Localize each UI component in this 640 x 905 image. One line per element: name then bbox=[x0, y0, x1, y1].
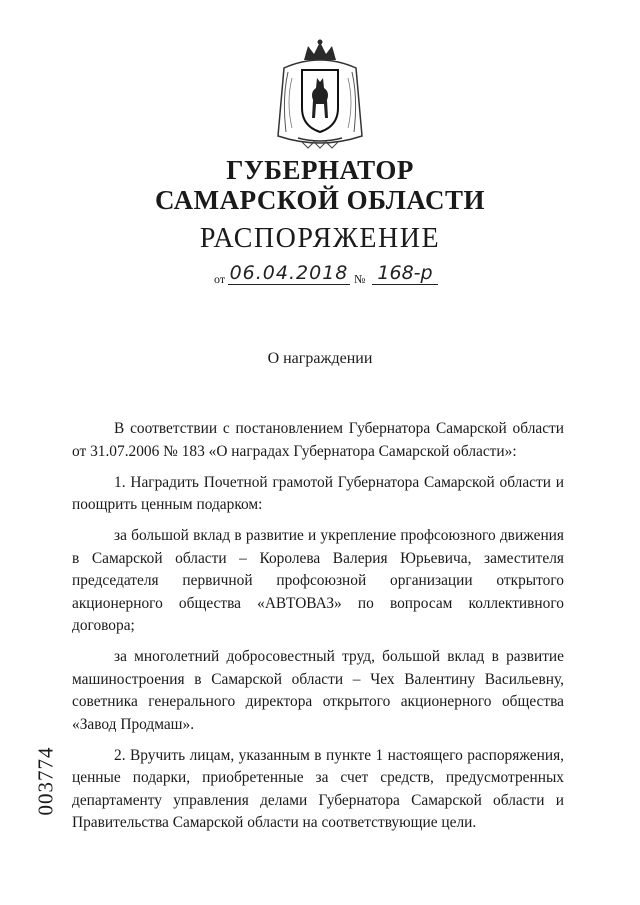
samara-coat-of-arms-icon bbox=[272, 38, 368, 150]
date-prefix: от bbox=[214, 272, 226, 286]
body-paragraph: 2. Вручить лицам, указанным в пункте 1 настоящего распоряжения, ценные подарки, приобретенные за счет средств, предусмотренных департаменту управления делами Губернатора Самарской области и Правительства Самарской области на соответствующие цели. bbox=[72, 746, 564, 831]
body-paragraph: за многолетний добросовестный труд, большой вклад в развитие машиностроения в Самарской области – Чех Валентину Васильевну, советника генерального директора открытого акционерного общества «Завод Продмаш». bbox=[72, 648, 564, 733]
document-number: 168-р bbox=[372, 262, 438, 285]
document-type: РАСПОРЯЖЕНИЕ bbox=[199, 223, 441, 254]
serial-stamp bbox=[34, 740, 58, 822]
body-paragraph: 1. Наградить Почетной грамотой Губернатора Самарской области и поощрить ценным подарком: bbox=[72, 473, 564, 513]
issuer-title-line2: САМАРСКОЙ ОБЛАСТИ bbox=[154, 185, 486, 215]
number-sign: № bbox=[354, 272, 366, 286]
issuer-title-line1: ГУБЕРНАТОР bbox=[226, 155, 414, 185]
document-body bbox=[72, 418, 564, 843]
date-number-line bbox=[214, 262, 444, 292]
serial-stamp-number: 003774 bbox=[33, 746, 58, 816]
document-date: 06.04.2018 bbox=[229, 262, 349, 284]
document-subject: О награждении bbox=[267, 350, 373, 367]
body-paragraph: В соответствии с постановлением Губернатора Самарской области от 31.07.2006 № 183 «О наградах Губернатора Самарской области»: bbox=[72, 420, 564, 460]
body-paragraph: за большой вклад в развитие и укрепление профсоюзного движения в Самарской области – Королева Валерия Юрьевича, заместителя председателя первичной профсоюзной организации открытого акционерного общества «АВТОВАЗ» по вопросам коллективного договора; bbox=[72, 527, 564, 634]
